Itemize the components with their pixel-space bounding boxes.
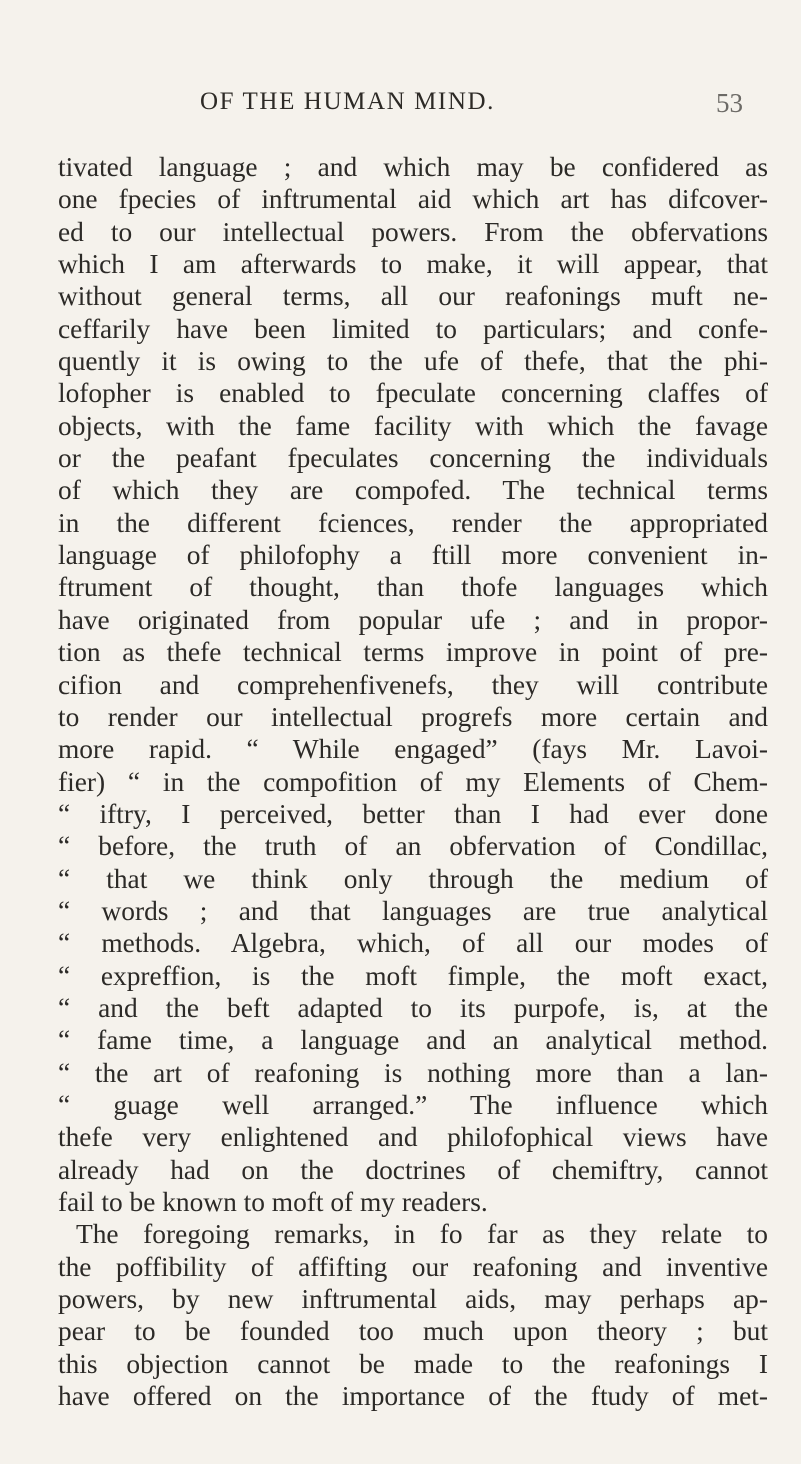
text-line: or the peafant fpeculates concerning the individuals	[58, 443, 768, 474]
text-line: in the different fciences, render the appropriated	[58, 507, 768, 538]
text-line: “ and the beft adapted to its purpofe, is, at the	[58, 992, 768, 1023]
text-line: more rapid. “ While engaged” (fays Mr. Lavoi-	[58, 734, 768, 765]
text-line: quently it is owing to the ufe of thefe, that the phi-	[58, 346, 768, 377]
text-line: “ before, the truth of an obfervation of Condillac,	[58, 831, 768, 862]
running-head	[0, 88, 801, 128]
text-line: tion as thefe technical terms improve in point of pre-	[58, 637, 768, 668]
text-line: “ the art of reafoning is nothing more than a lan-	[58, 1057, 768, 1088]
running-title: OF THE HUMAN MIND.	[200, 88, 496, 115]
text-line: “ words ; and that languages are true analytical	[58, 895, 768, 926]
text-line: the poffibility of affifting our reafoning and inventive	[58, 1251, 768, 1282]
text-line: ftrument of thought, than thofe languages which	[58, 572, 768, 603]
text-line: which I am afterwards to make, it will appear, that	[58, 249, 768, 280]
body-text	[58, 151, 768, 1412]
text-line: fier) “ in the compofition of my Elements of Chem-	[58, 766, 768, 797]
text-line: “ expreffion, is the moft fimple, the moft exact,	[58, 960, 768, 991]
text-line: tivated language ; and which may be confidered as	[58, 152, 768, 182]
text-line: ceffarily have been limited to particulars; and confe-	[58, 313, 768, 344]
text-line: cifion and comprehenfivenefs, they will contribute	[58, 669, 768, 700]
text-line: objects, with the fame facility with which the favage	[58, 410, 768, 441]
text-line: “ fame time, a language and an analytical method.	[58, 1025, 768, 1056]
text-line: to render our intellectual progrefs more certain and	[58, 701, 768, 732]
text-line: thefe very enlightened and philofophical views have	[58, 1122, 768, 1153]
text-line: have originated from popular ufe ; and in propor-	[58, 604, 768, 635]
text-line: already had on the doctrines of chemiftry, cannot	[58, 1154, 768, 1185]
text-line: lofopher is enabled to fpeculate concerning claffes of	[58, 378, 768, 409]
text-line: The foregoing remarks, in fo far as they relate to	[76, 1219, 768, 1250]
page-number: 53	[716, 88, 743, 118]
text-line: ed to our intellectual powers. From the obfervations	[58, 216, 768, 247]
text-line: have offered on the importance of the ftudy of met-	[58, 1381, 768, 1412]
text-line: language of philofophy a ftill more convenient in-	[58, 540, 768, 571]
text-line: one fpecies of inftrumental aid which art has difcover-	[58, 184, 768, 215]
text-line: powers, by new inftrumental aids, may perhaps ap-	[58, 1284, 768, 1315]
text-line: “ that we think only through the medium of	[58, 863, 768, 894]
text-line: pear to be founded too much upon theory ; but	[58, 1316, 768, 1347]
text-line: fail to be known to moft of my readers.	[58, 1187, 488, 1217]
text-line: “ iftry, I perceived, better than I had ever done	[58, 798, 768, 829]
text-line: “ guage well arranged.” The influence which	[58, 1089, 768, 1120]
text-line: this objection cannot be made to the reafonings I	[58, 1348, 768, 1379]
text-line: without general terms, all our reafonings muft ne-	[58, 281, 768, 312]
text-line: “ methods. Algebra, which, of all our modes of	[58, 928, 768, 959]
text-line: of which they are compofed. The technical terms	[58, 475, 768, 506]
